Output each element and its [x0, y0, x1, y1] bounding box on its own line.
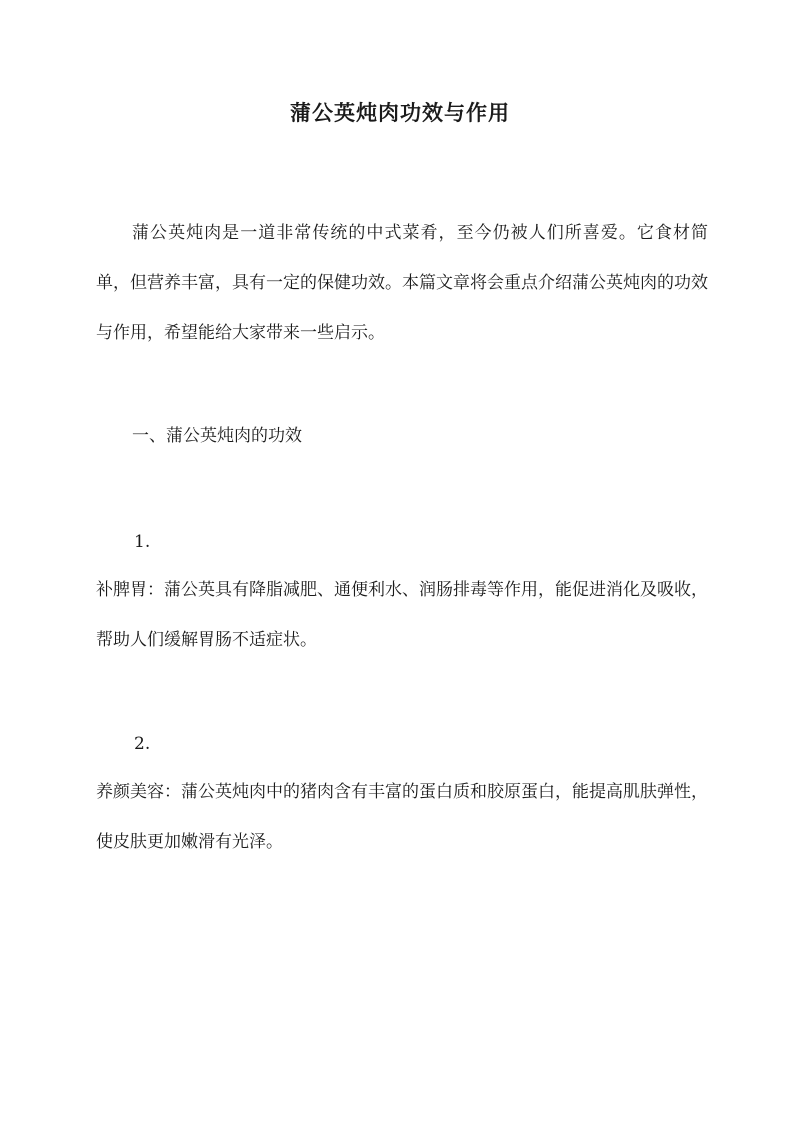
item-paragraph: 补脾胃：蒲公英具有降脂减肥、通便利水、润肠排毒等作用，能促进消化及吸收，帮助人们缓解胃肠不适症状。 [96, 580, 708, 650]
section-heading: 一、蒲公英炖肉的功效 [132, 426, 302, 446]
item-paragraph: 养颜美容：蒲公英炖肉中的猪肉含有丰富的蛋白质和胶原蛋白，能提高肌肤弹性，使皮肤更加嫩滑有光泽。 [96, 782, 708, 852]
intro-paragraph: 蒲公英炖肉是一道非常传统的中式菜肴，至今仍被人们所喜爱。它食材简单，但营养丰富，具有一定的保健功效。本篇文章将会重点介绍蒲公英炖肉的功效与作用，希望能给大家带来一些启示。 [96, 223, 708, 343]
item-number: 1. [134, 532, 151, 552]
document-title: 蒲公英炖肉功效与作用 [290, 100, 510, 125]
item-number: 2. [134, 734, 151, 754]
